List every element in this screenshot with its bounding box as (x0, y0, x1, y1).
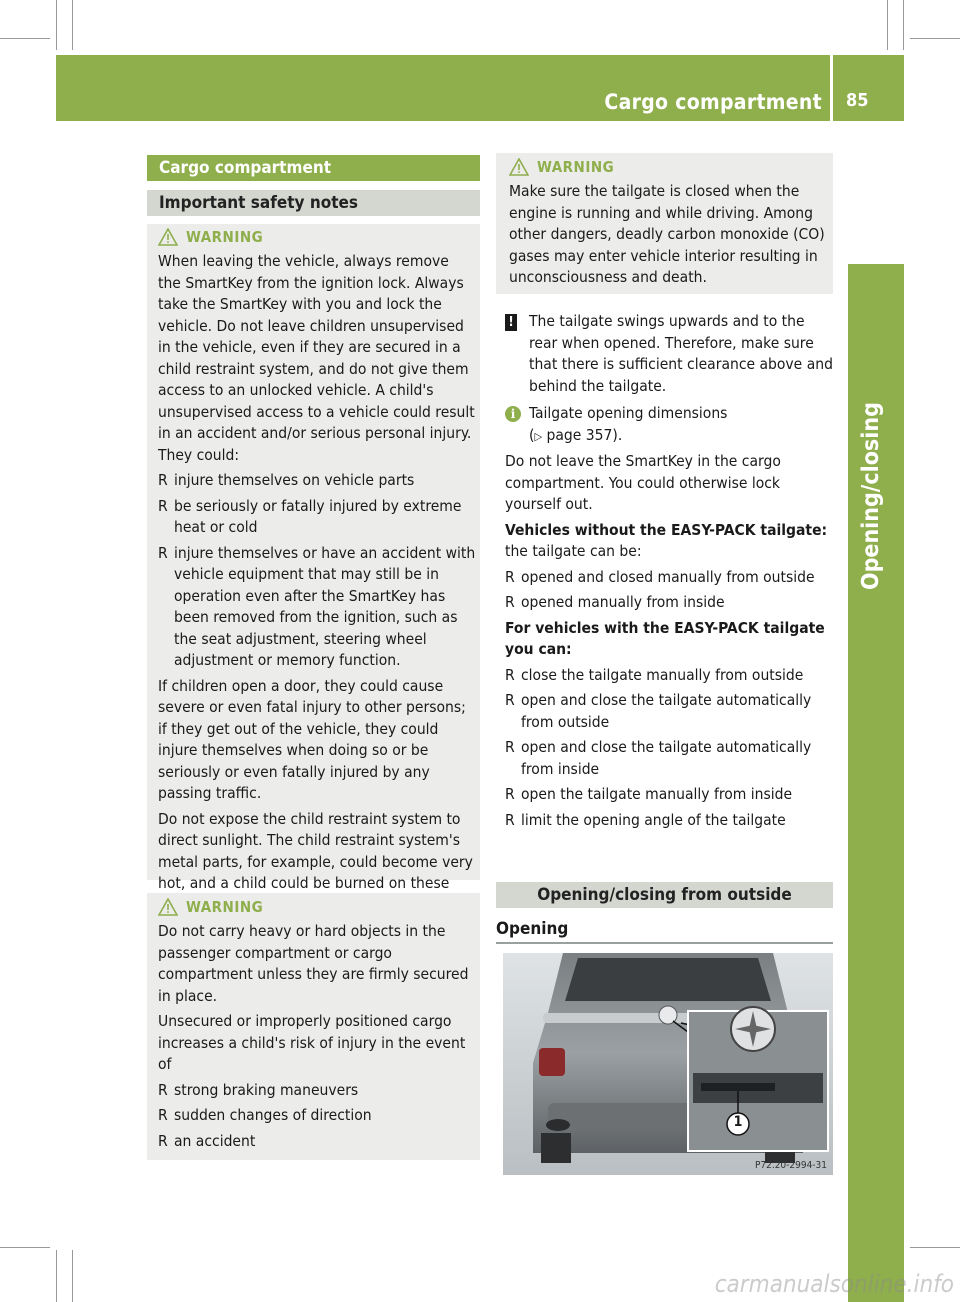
crop-mark (0, 1247, 50, 1248)
bullet-item: R open and close the tailgate automatically from outside (505, 691, 812, 731)
bullet-item: R close the tailgate manually from outside (505, 665, 804, 684)
info-item: i Tailgate opening dimensions (▷ page 357). (505, 403, 835, 447)
body-text: Do not leave the SmartKey in the cargo compartment. You could otherwise lock yourself out. (505, 452, 781, 513)
crop-mark (56, 0, 57, 50)
bullet-item: R opened manually from inside (505, 593, 725, 611)
bullet-item: R open and close the tailgate automatically from inside (505, 738, 812, 778)
crop-mark (910, 38, 960, 39)
crop-mark (903, 0, 904, 50)
warning-triangle-icon (509, 158, 529, 176)
page-header-title: Cargo compartment (604, 90, 822, 114)
warning-text: Do not carry heavy or hard objects in the passenger compartment or cargo compartment unless they are firmly secured in place. (158, 922, 469, 1005)
photo-code: P72.20-2994-31 (754, 1160, 827, 1171)
warning-content (509, 158, 829, 289)
page-number: 85 (846, 90, 869, 111)
bullet-item: R be seriously or fatally injured by extreme heat or cold (158, 496, 462, 536)
bullet-item: R sudden changes of direction (158, 1106, 372, 1124)
section-title: Cargo compartment (147, 155, 480, 181)
tailgate-photo (503, 953, 833, 1175)
vehicle-rear-illustration (503, 953, 833, 1175)
page-reference[interactable]: page 357). (546, 425, 623, 444)
watermark: carmanualsonline.info (714, 1270, 954, 1298)
warning-heading: WARNING (509, 158, 829, 176)
bullet-item: R an accident (158, 1131, 256, 1150)
bullet-item: R limit the opening angle of the tailgate (505, 810, 786, 829)
warning-content (158, 898, 476, 1152)
header-divider (830, 55, 833, 121)
page-ref-arrow-icon: ▷ (534, 429, 543, 443)
subheading-opening: Opening (496, 919, 569, 939)
section-title: Opening/closing from outside (496, 882, 833, 908)
warning-content (158, 228, 476, 916)
warning-heading: WARNING (158, 228, 476, 246)
warning-text: Make sure the tailgate is closed when the engine is running and while driving. Among other dangers, deadly carbon monoxide (CO) gases may enter vehicle interior resulting in unconsciousness and death. (509, 182, 825, 286)
callout-number: 1 (733, 1114, 743, 1130)
info-icon: i (505, 406, 521, 422)
bullet-item: R injure themselves or have an accident with vehicle equipment that may still be in operation even after the SmartKey has been removed from the ignition, such as the seat adjustment, steering wheel adjustment or memory function. (158, 543, 476, 669)
warning-text: When leaving the vehicle, always remove the SmartKey from the ignition lock. Always take the SmartKey with you and lock the vehicle. Do not leave children unsupervised in the vehicle, even if they are secured in a child restraint system, and do not give them access to an unlocked vehicle. A child's unsupervised access to a vehicle could result in an accident and/or serious personal injury. They could: (158, 252, 475, 464)
warning-triangle-icon (158, 228, 178, 246)
crop-mark (910, 1247, 960, 1248)
warning-text: Unsecured or improperly positioned cargo increases a child's risk of injury in the event of (158, 1012, 466, 1073)
crop-mark (887, 0, 888, 50)
crop-mark (72, 0, 73, 50)
subsection-title: Important safety notes (147, 190, 480, 216)
body-subheading: For vehicles with the EASY-PACK tailgate you can: (505, 618, 825, 658)
right-body (505, 311, 835, 831)
crop-mark (72, 1250, 73, 1302)
crop-mark (0, 38, 50, 39)
warning-triangle-icon (158, 898, 178, 916)
bullet-item: R opened and closed manually from outside (505, 567, 815, 586)
chapter-side-label: Opening/closing (858, 402, 884, 590)
bullet-item: R open the tailgate manually from inside (505, 785, 793, 803)
crop-mark (56, 1250, 57, 1302)
caution-icon: ! (505, 314, 517, 331)
bullet-item: R injure themselves on vehicle parts (158, 471, 415, 489)
warning-text: If children open a door, they could cause severe or even fatal injury to other persons; if they get out of the vehicle, they could injure themselves when doing so or be seriously or even fatally injured by any passing traffic. (158, 676, 466, 802)
warning-text: Do not expose the child restraint system to direct sunlight. The child restraint system's metal parts, for example, could become very hot, and a child could be burned on these (158, 809, 473, 892)
bullet-item: R strong braking maneuvers (158, 1080, 359, 1099)
divider (496, 942, 833, 944)
warning-heading: WARNING (158, 898, 476, 916)
body-text: Vehicles without the EASY-PACK tailgate: the tailgate can be: (505, 520, 828, 560)
note-item: ! The tailgate swings upwards and to the rear when opened. Therefore, make sure that there is sufficient clearance above and behind the tailgate. (505, 311, 835, 397)
